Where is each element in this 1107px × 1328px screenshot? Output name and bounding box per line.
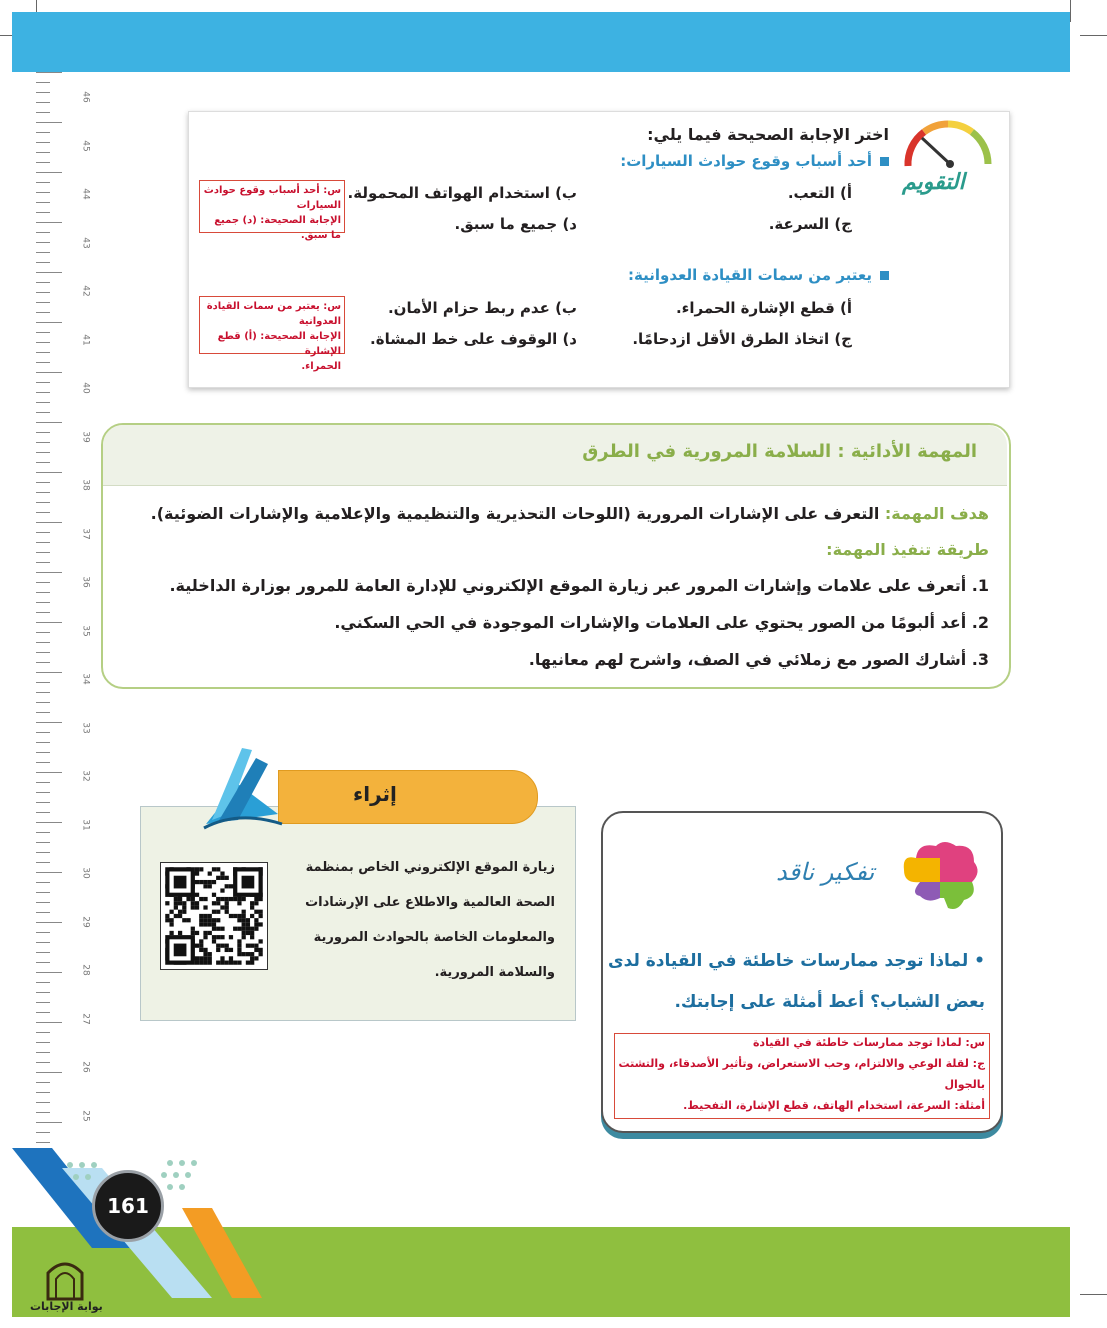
q2-answer-line: الإجابة الصحيحة: (أ) قطع الإشارة [217,331,341,357]
ruler-tick [36,1002,50,1003]
critical-thinking-question: بعض الشباب؟ أعط أمثلة على إجابتك. [674,992,985,1012]
ruler-tick [36,822,62,823]
ruler-tick [36,332,50,333]
ruler-tick [36,112,50,113]
q1-option-c: ج) السرعة. [768,215,852,233]
ruler-tick [36,972,62,973]
ruler-number: 42 [80,285,91,297]
ruler-number: 25 [80,1109,91,1122]
task-step [334,613,989,632]
ruler-number: 43 [80,236,91,249]
brain-puzzle-icon [898,838,982,914]
task-step-number: 1. [971,576,989,595]
critical-thinking-title: تفكير ناقد [776,858,875,886]
ruler-tick [36,1022,62,1023]
critical-thinking-question: • لماذا توجد ممارسات خاطئة في القيادة لدى [608,951,985,971]
book-icon [198,744,288,834]
ruler-tick [36,872,62,873]
qr-code-icon[interactable] [160,862,268,970]
performance-task-title: المهمة الأدائية : السلامة المرورية في الطرق [582,441,977,462]
ruler-tick [36,662,50,663]
ruler-number: 39 [80,430,91,443]
ruler-number: 29 [80,915,91,928]
ruler-tick [36,932,50,933]
ruler-tick [36,432,50,433]
ruler-tick [36,502,50,503]
ruler-tick [36,692,50,693]
ruler-tick [36,882,50,883]
ruler-tick [36,762,50,763]
ruler-number: 44 [80,188,91,200]
ruler-tick [36,622,62,623]
ruler-tick [36,532,50,533]
ruler-tick [36,922,62,923]
ruler-tick [36,422,62,423]
task-step-text: أشارك الصور مع زملائي في الصف، واشرح لهم معانيها. [528,650,967,669]
ruler-tick [36,102,50,103]
ruler-tick [36,702,50,703]
ruler-tick [36,352,50,353]
ruler-tick [36,382,50,383]
ruler-tick [36,372,62,373]
ruler-tick [36,132,50,133]
enrichment-label: إثراء [353,782,397,806]
ruler-tick [36,1072,62,1073]
task-step-text: أعد ألبومًا من الصور يحتوي على العلامات والإشارات الموجودة في الحي السكني. [334,613,967,632]
question-2-stem [628,266,889,284]
ruler-tick [36,552,50,553]
ruler-tick [36,302,50,303]
ruler-tick [36,272,62,273]
task-step [529,650,989,669]
enrichment-line: الصحة العالمية والاطلاع على الإرشادات [305,895,555,910]
ruler-tick [36,392,50,393]
ruler-tick [36,782,50,783]
q1-option-a: أ) التعب. [787,184,852,202]
ruler-tick [36,482,50,483]
ruler-tick [36,912,50,913]
ruler-number: 30 [80,867,91,879]
q2-option-b: ب) عدم ربط حزام الأمان. [387,299,577,317]
critical-thinking-answer-line: أمثلة: السرعة، استخدام الهاتف، قطع الإشارة، التفحيط. [683,1099,985,1112]
task-step-number: 3. [971,650,989,669]
ruler-tick [36,362,50,363]
ruler-tick [36,472,62,473]
ruler-tick [36,172,62,173]
ruler-tick [36,1132,50,1133]
ruler-tick [36,1122,62,1123]
crop-mark [1080,35,1107,36]
q1-answer-box [199,180,345,241]
q2-option-a: أ) قطع الإشارة الحمراء. [675,299,852,317]
ruler-tick [36,572,62,573]
ruler-number: 38 [80,479,91,491]
ruler-tick [36,452,50,453]
ruler-tick [36,1012,50,1013]
ruler-tick [36,1142,50,1143]
ruler-tick [36,902,50,903]
ruler-number: 45 [80,139,91,152]
q2-option-c: ج) اتخاذ الطرق الأقل ازدحامًا. [632,330,852,348]
ruler-tick [36,642,50,643]
task-goal-text: التعرف على الإشارات المرورية (اللوحات التحذيرية والتنظيمية والإعلامية والإشارات الضوئية). [150,504,880,523]
qr-code-graphic [161,863,267,969]
ruler-tick [36,842,50,843]
ruler-tick [36,222,62,223]
ruler-tick [36,72,62,73]
ruler-tick [36,792,50,793]
ruler-tick [36,282,50,283]
task-step-number: 2. [971,613,989,632]
ruler-tick [36,152,50,153]
task-goal-label: هدف المهمة: [884,504,989,523]
ruler-tick [36,582,50,583]
ruler-number: 28 [80,964,91,976]
q2-answer-box [199,296,345,372]
task-step-text: أتعرف على علامات وإشارات المرور عبر زيارة الموقع الإلكتروني للإدارة العامة للمرور بوزارة الداخلية. [169,576,967,595]
ruler-tick [36,952,50,953]
task-step [169,576,989,595]
ruler-number: 46 [80,91,91,103]
ruler-number: 27 [80,1012,91,1025]
ruler-tick [36,722,62,723]
ruler-tick [36,742,50,743]
ruler-tick [36,1092,50,1093]
ruler-tick [36,892,50,893]
ruler-tick [36,212,50,213]
ruler-tick [36,712,50,713]
ruler-number: 41 [80,333,91,346]
ruler-tick [36,522,62,523]
ruler-tick [36,802,50,803]
critical-thinking-answer-line: بالجوال [944,1078,985,1091]
answers-portal-logo-text: بوابة الإجابات [30,1300,103,1313]
ruler-tick [36,1082,50,1083]
question-1-stem [620,152,889,170]
crop-mark [1080,1294,1107,1295]
ruler-number: 40 [80,382,91,394]
answers-portal-logo-icon [44,1255,86,1301]
ruler-number: 31 [80,818,91,831]
ruler-tick [36,1052,50,1053]
ruler-tick [36,442,50,443]
crop-mark [1070,0,1071,22]
ruler-tick [36,832,50,833]
ruler-tick [36,612,50,613]
ruler-tick [36,942,50,943]
ruler-tick [36,182,50,183]
ruler-tick [36,252,50,253]
ruler-tick [36,862,50,863]
ruler-tick [36,192,50,193]
ruler-tick [36,512,50,513]
ruler-tick [36,92,50,93]
ruler-tick [36,162,50,163]
ruler-tick [36,492,50,493]
task-goal [151,504,989,523]
q1-answer-line: الإجابة الصحيحة: (د) جميع ما سبق. [214,215,341,241]
ruler-tick [36,1112,50,1113]
enrichment-line: والسلامة المرورية. [434,965,555,980]
ruler-tick [36,242,50,243]
evaluation-instruction: اختر الإجابة الصحيحة فيما يلي: [647,125,889,144]
question-1-stem-text: أحد أسباب وقوع حوادث السيارات: [620,152,872,170]
ruler-tick [36,652,50,653]
q1-option-b: ب) استخدام الهواتف المحمولة. [347,184,577,202]
ruler-tick [36,142,50,143]
ruler-tick [36,292,50,293]
ruler-tick [36,232,50,233]
q2-answer-line: الحمراء. [301,361,341,372]
ruler-tick [36,732,50,733]
ruler-tick [36,992,50,993]
task-method-label: طريقة تنفيذ المهمة: [826,540,989,559]
ruler-tick [36,462,50,463]
ruler-tick [36,602,50,603]
ruler-tick [36,262,50,263]
bullet-square-icon [880,271,889,280]
ruler-tick [36,542,50,543]
bullet-square-icon [880,157,889,166]
q2-option-d: د) الوقوف على خط المشاة. [370,330,577,348]
ruler-number: 32 [80,770,91,782]
ruler-tick [36,402,50,403]
ruler-tick [36,812,50,813]
ruler-tick [36,772,62,773]
ruler-tick [36,1062,50,1063]
ruler-tick [36,82,50,83]
ruler-tick [36,1102,50,1103]
ruler-tick [36,632,50,633]
ruler-tick [36,672,62,673]
ruler-number: 33 [80,721,91,734]
ruler-tick [36,312,50,313]
enrichment-label-pill [278,770,538,824]
ruler-number: 26 [80,1061,91,1073]
q1-option-d: د) جميع ما سبق. [454,215,577,233]
enrichment-line: والمعلومات الخاصة بالحوادث المرورية [313,930,555,945]
q2-answer-line: س: يعتبر من سمات القيادة العدوانية [206,301,341,327]
page-ruler [36,72,96,1152]
ruler-number: 36 [80,576,91,588]
ruler-tick [36,1032,50,1033]
ruler-tick [36,852,50,853]
ruler-tick [36,1042,50,1043]
critical-thinking-answer-line: س: لماذا توجد ممارسات خاطئة في القيادة [752,1036,985,1049]
q1-answer-line: س: أحد أسباب وقوع حوادث السيارات [203,185,341,211]
enrichment-line: زيارة الموقع الإلكتروني الخاص بمنظمة [305,860,555,875]
ruler-tick [36,962,50,963]
ruler-tick [36,752,50,753]
top-color-band [12,12,1070,72]
ruler-tick [36,682,50,683]
ruler-tick [36,592,50,593]
ruler-tick [36,322,62,323]
ruler-number: 35 [80,624,91,637]
ruler-tick [36,562,50,563]
critical-thinking-answer-line: ج: لقلة الوعي والالتزام، وحب الاستعراض، وتأثير الأصدقاء، والتشتت [618,1057,985,1070]
ruler-tick [36,202,50,203]
ruler-number: 34 [80,673,91,685]
ruler-tick [36,122,62,123]
ruler-number: 37 [80,527,91,540]
ruler-tick [36,982,50,983]
evaluation-logo-label: التقويم [902,170,965,195]
question-2-stem-text: يعتبر من سمات القيادة العدوانية: [628,266,872,284]
page-number-badge: 161 [92,1170,164,1242]
ruler-tick [36,412,50,413]
ruler-tick [36,342,50,343]
